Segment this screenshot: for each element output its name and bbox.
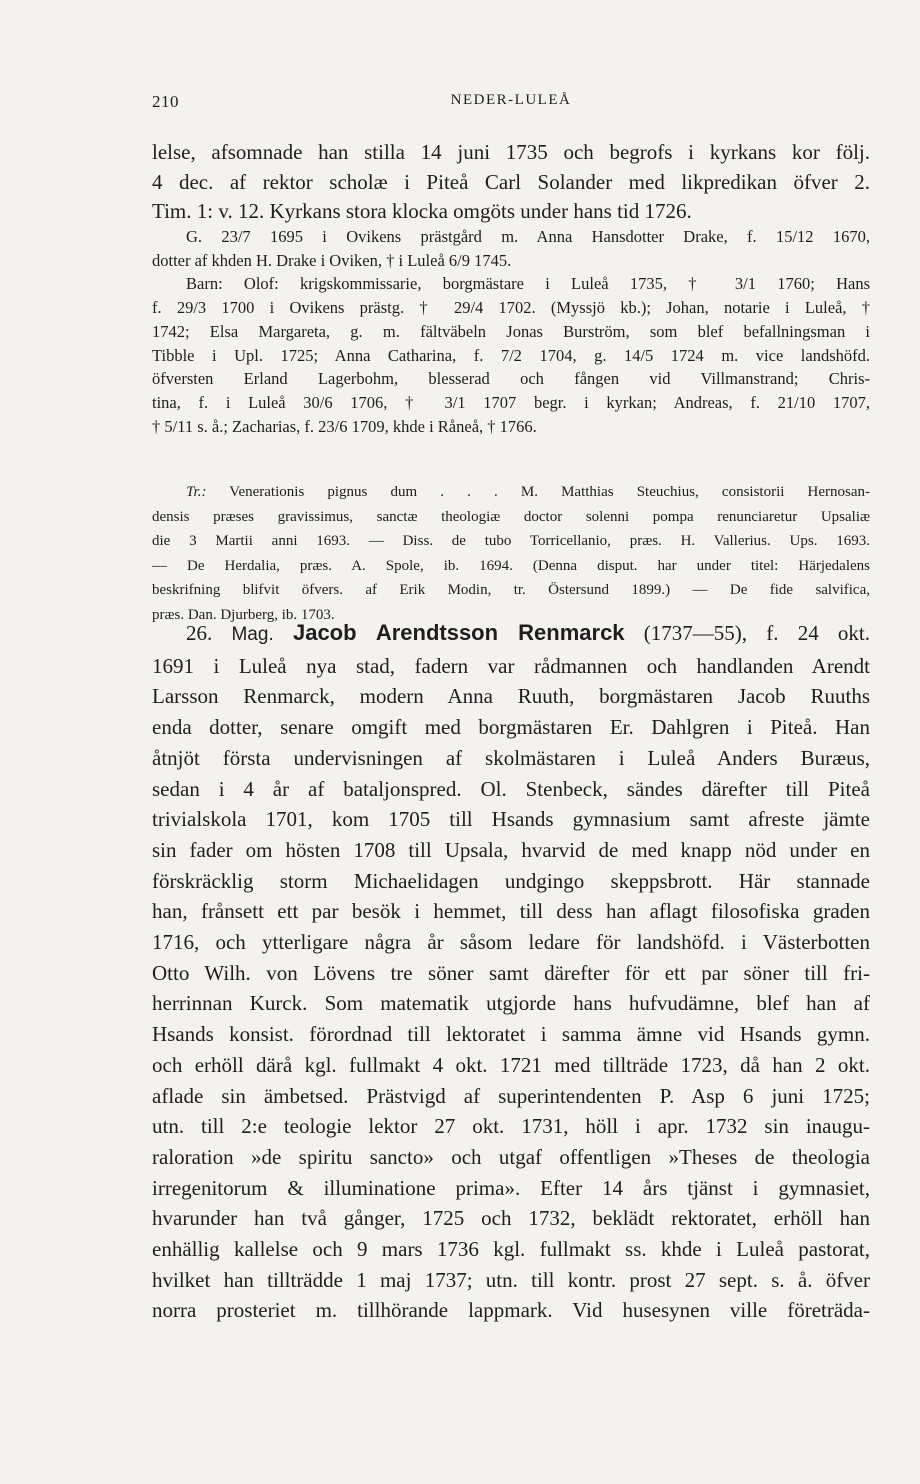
text-line: tina, f. i Luleå 30/6 1706, † 3/1 1707 begr. i kyrkan; Andreas, f. 21/10 1707, [152, 392, 870, 412]
family-paragraph [152, 225, 870, 438]
text-line: enda dotter, senare omgift med borgmästaren Er. Dahlgren i Piteå. Han [152, 715, 870, 740]
text-line: irregenitorum & illuminatione prima». Efter 14 års tjänst i gymnasiet, [152, 1175, 870, 1200]
text-line: dotter af khden H. Drake i Oviken, † i Luleå 6/9 1745. [152, 250, 512, 270]
text-line: sin fader om hösten 1708 till Upsala, hvarvid de med knapp nöd under en [152, 837, 870, 862]
text-line [152, 480, 870, 505]
text-line: norra prosteriet m. tillhörande lappmark. Vid husesynen ville företräda- [152, 1298, 870, 1323]
biography-entry [152, 618, 870, 1326]
text-line: † 5/11 s. å.; Zacharias, f. 23/6 1709, khde i Råneå, † 1766. [152, 416, 537, 436]
text-line: hvarunder han två gånger, 1725 och 1732, beklädt rektoratet, erhöll han [152, 1206, 870, 1231]
text-line: herrinnan Kurck. Som matematik utgjorde hans hufvudämne, blef han af [152, 991, 870, 1016]
page-number: 210 [152, 92, 179, 111]
text-line: trivialskola 1701, kom 1705 till Hsands gymnasium samt afreste jämte [152, 807, 870, 832]
text-line: 1691 i Luleå nya stad, fadern var rådmannen och handlanden Arendt [152, 653, 870, 678]
text-line: Barn: Olof: krigskommissarie, borgmästare i Luleå 1735, † 3/1 1760; Hans [186, 274, 870, 294]
text-line: Hsands konsist. förordnad till lektoratet i samma ämne vid Hsands gymn. [152, 1022, 870, 1047]
text-line: han, frånsett ett par besök i hemmet, till dess han aflagt filosofiska graden [152, 899, 870, 924]
text-line: förskräcklig storm Michaelidagen undgingo skeppsbrott. Här stannade [152, 868, 870, 893]
entry-heading-line [152, 618, 870, 651]
entry-number: 26. [186, 621, 213, 645]
running-head: NEDER-LULEÅ [450, 92, 572, 108]
entry-title: Mag. [231, 624, 274, 645]
entry-name: Jacob Arendtsson Renmarck [292, 620, 625, 645]
translations-paragraph [152, 480, 870, 627]
text-line: beskrifning blifvit öfvers. af Erik Modin, tr. Östersund 1899.) — De fide salvifica, [152, 582, 870, 598]
text-line: præs. Dan. Djurberg, ib. 1703. [152, 606, 335, 623]
text-line: raloration »de spiritu sancto» och utgaf offentligen »Theses de theologia [152, 1144, 870, 1169]
text-line: — De Herdalia, præs. A. Spole, ib. 1694. (Denna disput. har under titel: Härjedalens [152, 557, 870, 574]
text-line: Otto Wilh. von Lövens tre söner samt därefter för ett par söner till fri- [152, 960, 870, 985]
text-line: sedan i 4 år af bataljonspred. Ol. Stenbeck, sändes därefter till Piteå [152, 776, 870, 801]
text-line: hvilket han tillträdde 1 maj 1737; utn. till kontr. prost 27 sept. s. å. öfver [152, 1267, 870, 1292]
text-line: Larsson Renmarck, modern Anna Ruuth, borgmästaren Jacob Ruuths [152, 684, 870, 709]
page-header [152, 92, 870, 122]
text-line: enhällig kallelse och 9 mars 1736 kgl. fullmakt ss. khde i Luleå pastorat, [152, 1237, 870, 1262]
text-line: och erhöll därå kgl. fullmakt 4 okt. 1721 med tillträde 1723, då han 2 okt. [152, 1052, 870, 1077]
text-line: åtnjöt första undervisningen af skolmästaren i Luleå Anders Buræus, [152, 745, 870, 770]
translation-text: Venerationis pignus dum . . . M. Matthias Steuchius, consistorii Hernosan- [229, 484, 870, 500]
text-line: öfversten Erland Lagerbohm, blesserad och fången vid Villmanstrand; Chris- [152, 369, 870, 389]
lead-paragraph [152, 138, 870, 227]
text-line: 4 dec. af rektor scholæ i Piteå Carl Solander med likpredikan öfver 2. [152, 169, 870, 194]
translations-label: Tr.: [186, 484, 207, 500]
text-line: utn. till 2:e teologie lektor 27 okt. 1731, höll i apr. 1732 sin inaugu- [152, 1114, 870, 1139]
text-line: G. 23/7 1695 i Ovikens prästgård m. Anna Hansdotter Drake, f. 15/12 1670, [186, 227, 870, 246]
text-line: die 3 Martii anni 1693. — Diss. de tubo Torricellanio, præs. H. Vallerius. Ups. 1693. [152, 533, 870, 549]
text-line: Tibble i Upl. 1725; Anna Catharina, f. 7/2 1704, g. 14/5 1724 m. vice landshöfd. [152, 345, 870, 365]
text-line: 1716, och ytterligare några år såsom ledare för landshöfd. i Västerbotten [152, 930, 870, 955]
text-line: lelse, afsomnade han stilla 14 juni 1735 och begrofs i kyrkans kor följ. [152, 140, 870, 164]
text-line: aflade sin ämbetsed. Prästvigd af superintendenten P. Asp 6 juni 1725; [152, 1083, 870, 1108]
text-line: f. 29/3 1700 i Ovikens prästg. † 29/4 1702. (Myssjö kb.); Johan, notarie i Luleå, † [152, 298, 870, 318]
text-line: densis præses gravissimus, sanctæ theologiæ doctor solenni pompa renunciaretur Upsaliæ [152, 508, 870, 525]
text-line: 1742; Elsa Margareta, g. m. fältväbeln Jonas Burström, som blef befallningsman i [152, 321, 870, 341]
text-line: Tim. 1: v. 12. Kyrkans stora klocka omgöts under hans tid 1726. [152, 199, 692, 223]
entry-dates: (1737—55), f. 24 okt. [643, 621, 871, 645]
